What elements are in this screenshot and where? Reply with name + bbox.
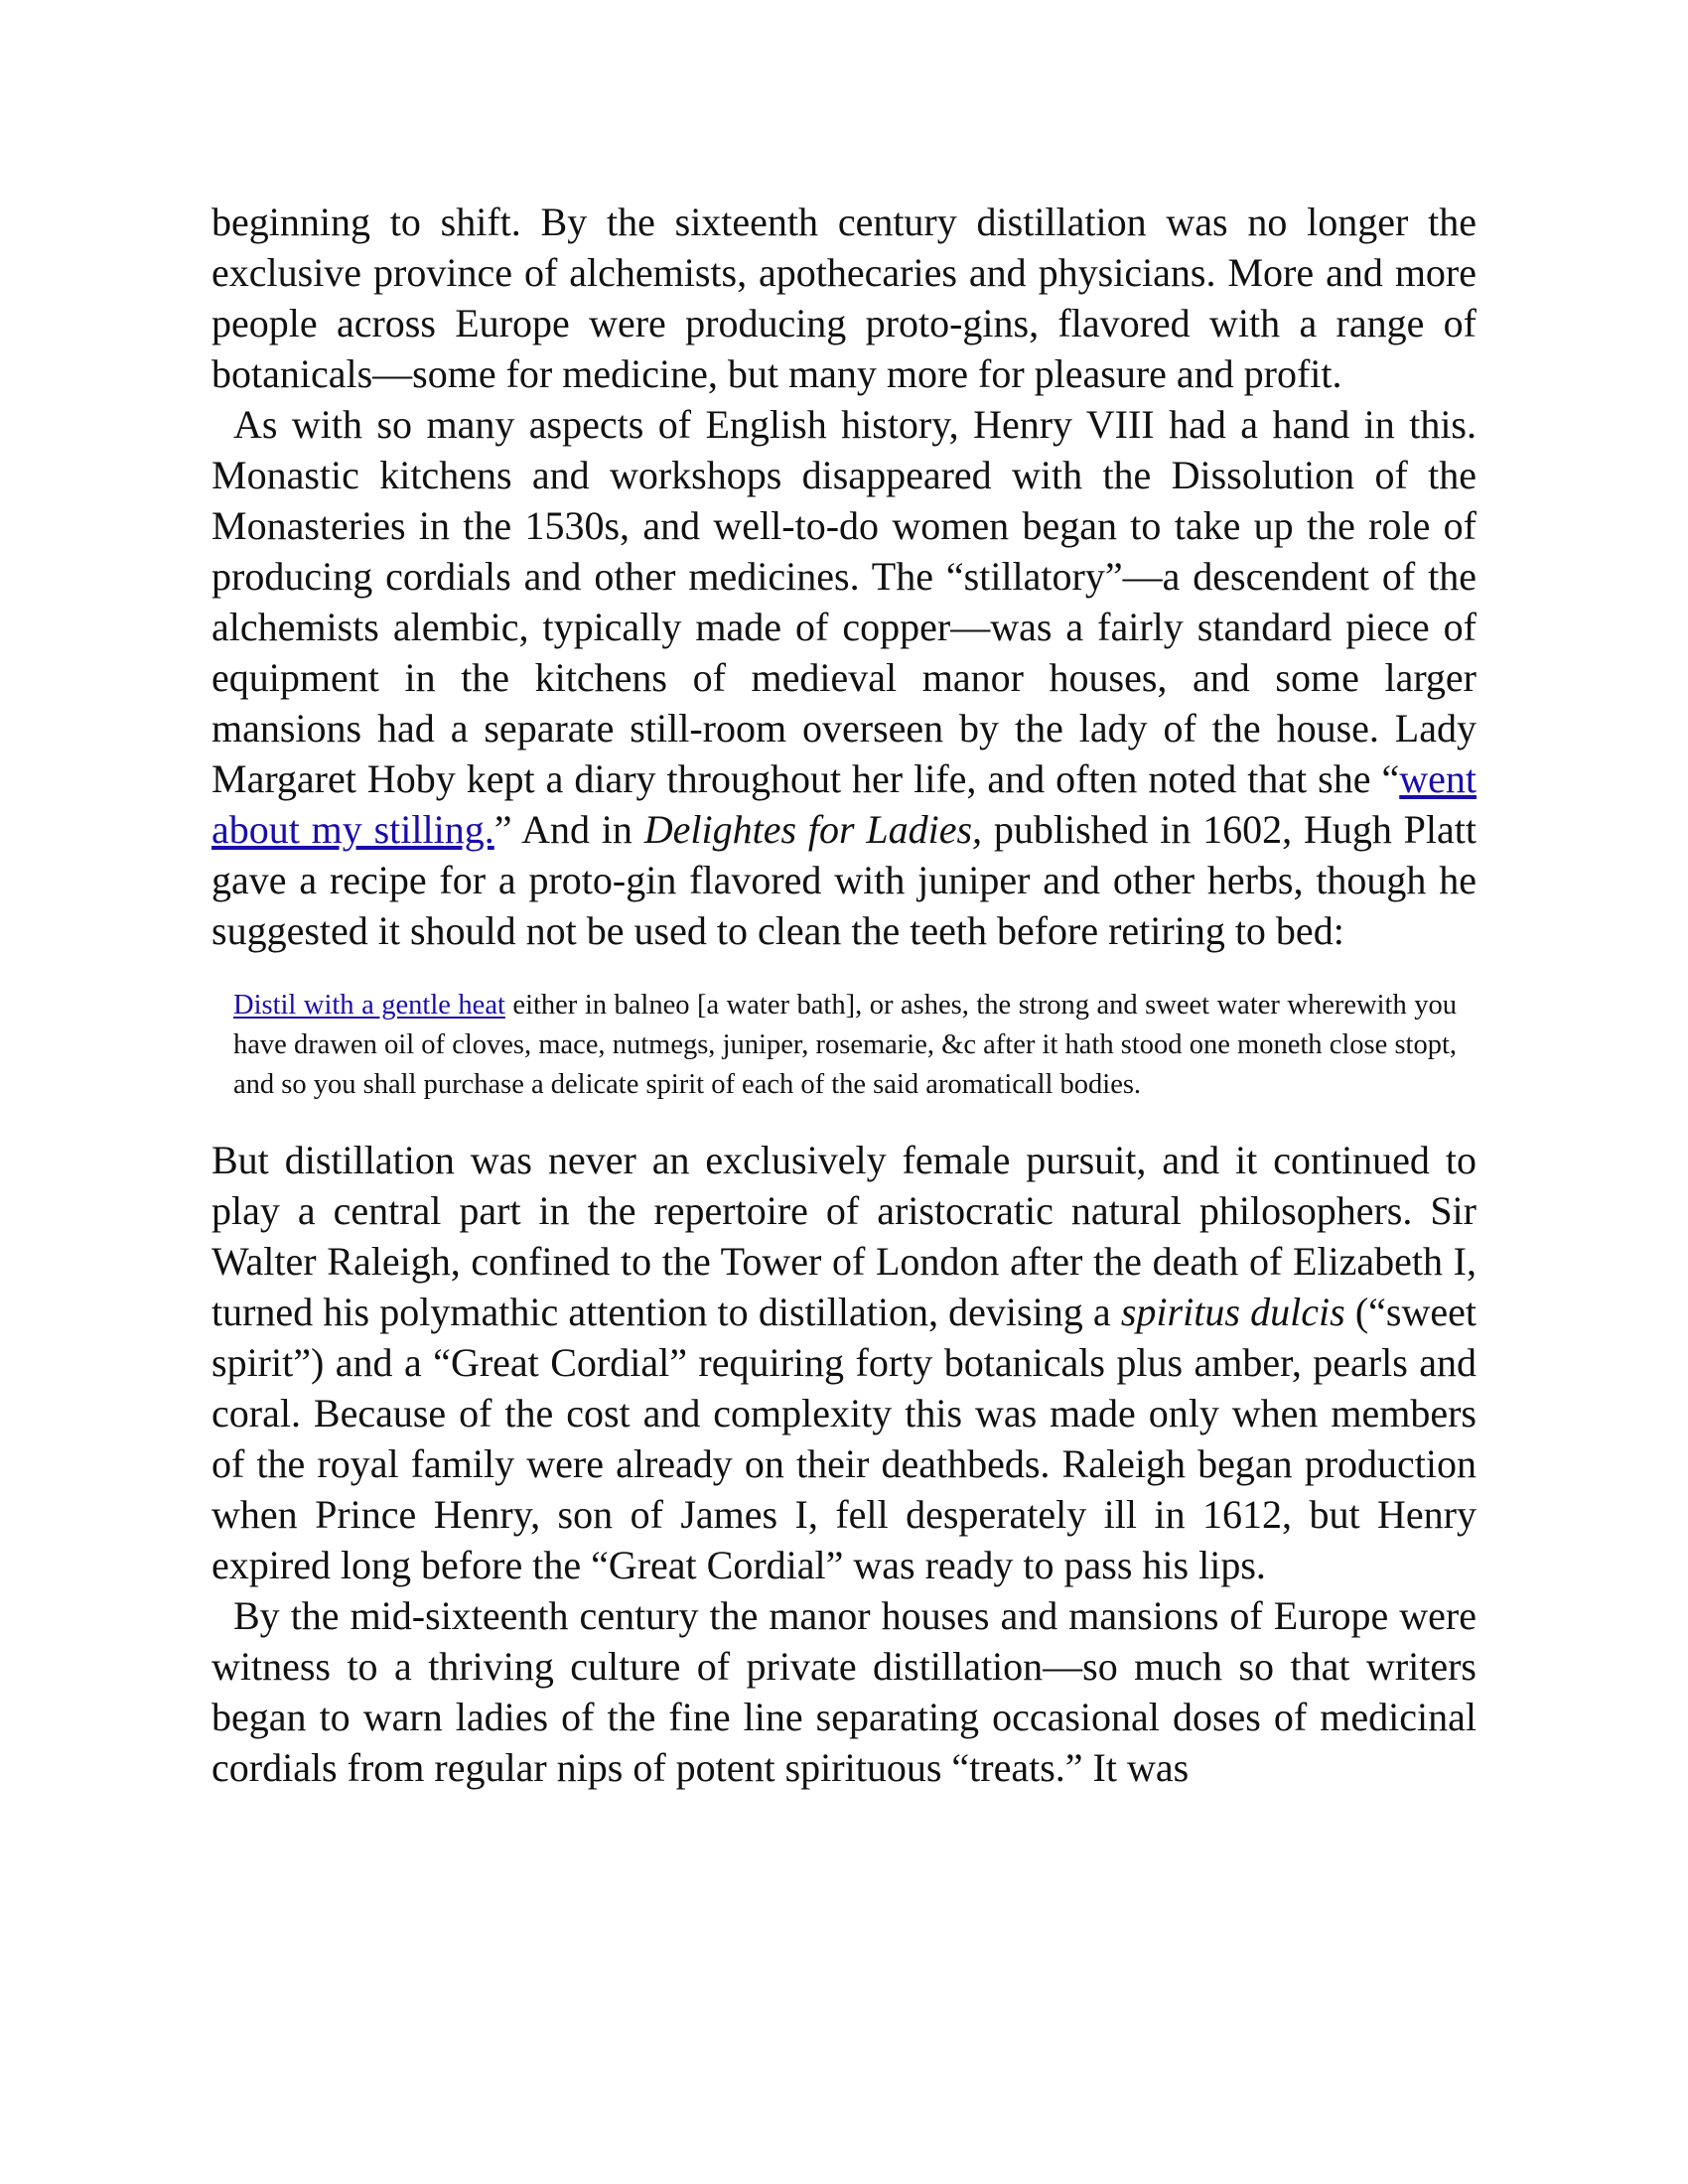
block-quote <box>233 986 1457 1105</box>
paragraph-2 <box>211 399 1477 956</box>
went-about-my-stilling-link[interactable]: went about my stilling. <box>211 756 1477 852</box>
paragraph-2-text: As with so many aspects of English history, Henry VIII had a hand in this. Monastic kitchens and workshops disappeared with the Dissolution of the Monasteries in the 1530s, and well-to-do women began to take up the role of producing cordials and other medicines. The “stillatory”—a descendent of the alchemists alembic, typically made of copper—was a fairly standard piece of equipment in the kitchens of medieval manor houses, and some larger mansions had a separate still-room overseen by the lady of the house. Lady Margaret Hoby kept a diary throughout her life, and often noted that she “ <box>211 402 1477 801</box>
distil-with-a-gentle-heat-link[interactable]: Distil with a gentle heat <box>233 990 505 1021</box>
paragraph-2-text-cont: ” And in <box>493 807 644 852</box>
book-title-delightes: Delightes for Ladies, <box>643 807 983 852</box>
paragraph-1-text: beginning to shift. By the sixteenth century distillation was no longer the exclusive province of alchemists, apothecaries and physicians. More and more people across Europe were producing proto-gins, flavored with a range of botanicals—some for medicine, but many more for pleasure and profit. <box>211 200 1477 396</box>
spiritus-dulcis-term: spiritus dulcis <box>1120 1290 1345 1334</box>
paragraph-3 <box>211 1135 1477 1590</box>
paragraph-2-text-end: published in 1602, Hugh Platt gave a recipe for a proto-gin flavored with juniper and other herbs, though he suggested it should not be used to clean the teeth before retiring to bed: <box>211 807 1477 953</box>
block-quote-text: either in balneo [a water bath], or ashes, the strong and sweet water wherewith you have drawen oil of cloves, mace, nutmegs, juniper, rosemarie, &c after it hath stood one moneth close stopt, and so you shall purchase a delicate spirit of each of the said aromaticall bodies. <box>233 990 1457 1100</box>
paragraph-4-text: By the mid-sixteenth century the manor houses and mansions of Europe were witness to a thriving culture of private distillation—so much so that writers began to warn ladies of the fine line separating occasional doses of medicinal cordials from regular nips of potent spirituous “treats.” It was <box>211 1593 1477 1790</box>
paragraph-3-text: But distillation was never an exclusively female pursuit, and it continued to play a central part in the repertoire of aristocratic natural philosophers. Sir Walter Raleigh, confined to the Tower of London after the death of Elizabeth I, turned his polymathic attention to distillation, devising a <box>211 1138 1477 1334</box>
paragraph-4 <box>211 1590 1477 1793</box>
paragraph-3-text-end: (“sweet spirit”) and a “Great Cordial” requiring forty botanicals plus amber, pearls and coral. Because of the cost and complexity this was made only when members of the royal family were already on their deathbeds. Raleigh began production when Prince Henry, son of James I, fell desperately ill in 1612, but Henry expired long before the “Great Cordial” was ready to pass his lips. <box>211 1290 1477 1587</box>
paragraph-1 <box>211 197 1477 399</box>
book-page <box>211 197 1477 1793</box>
